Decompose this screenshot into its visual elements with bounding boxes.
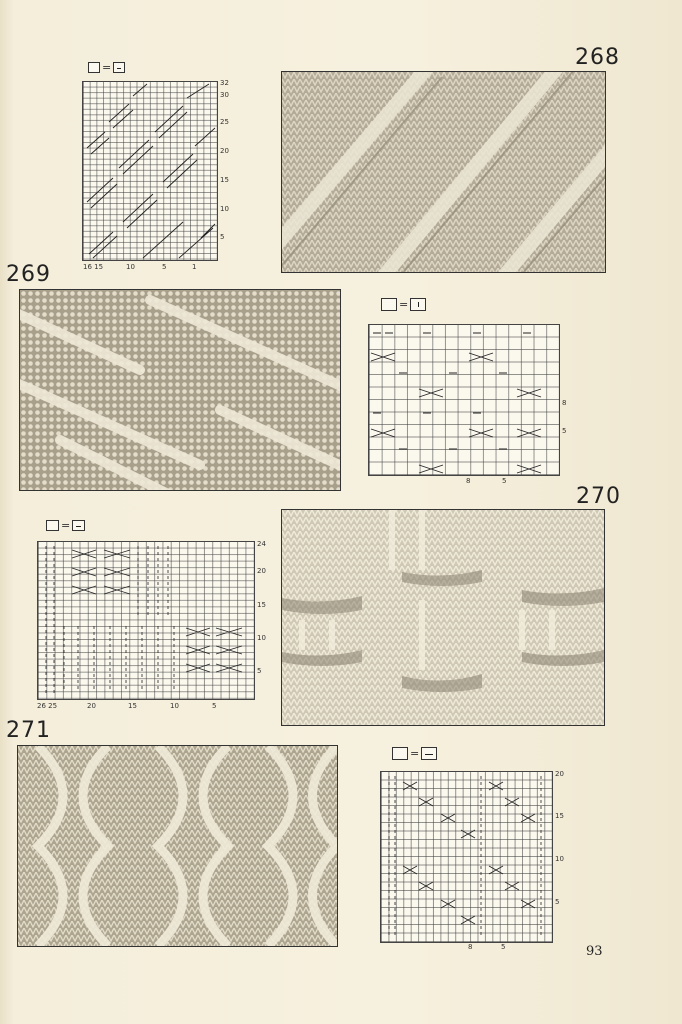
column-label: 5	[212, 702, 217, 710]
chart-symbols-270	[38, 542, 254, 699]
equals-sign: =	[399, 297, 409, 311]
chart-legend-268	[88, 62, 125, 73]
knit-swatch-photo-271	[17, 745, 338, 947]
row-label: 5	[562, 427, 567, 435]
row-label: 10	[555, 855, 564, 863]
chart-legend-269	[381, 298, 426, 311]
column-label: 26 25	[37, 702, 58, 710]
column-label: 5	[502, 477, 507, 485]
knitting-chart-271	[380, 771, 553, 943]
chart-symbols-268	[83, 82, 217, 260]
column-label: 10	[126, 263, 135, 271]
blank-square-symbol	[46, 520, 59, 531]
row-label: 20	[257, 567, 266, 575]
chart-legend-271	[392, 747, 437, 760]
pattern-number-271: 271	[6, 718, 51, 743]
column-label: 1	[192, 263, 197, 271]
knitting-chart-269	[368, 324, 560, 476]
dash-square-symbol	[113, 62, 125, 73]
row-label: 5	[220, 233, 225, 241]
pattern-number-268: 268	[575, 45, 620, 70]
knit-swatch-photo-270	[281, 509, 605, 726]
column-label: 5	[162, 263, 167, 271]
chart-symbols-271	[381, 772, 552, 942]
chart-legend-270	[46, 520, 85, 531]
dash-square-symbol	[72, 520, 85, 531]
pattern-number-270: 270	[576, 484, 621, 509]
column-label: 8	[466, 477, 471, 485]
column-label: 10	[170, 702, 179, 710]
page-number: 93	[586, 944, 603, 959]
knitting-chart-270	[37, 541, 255, 700]
row-label: 10	[220, 205, 229, 213]
equals-sign: =	[61, 518, 71, 532]
column-label: 20	[87, 702, 96, 710]
row-label: 15	[257, 601, 266, 609]
row-label: 15	[220, 176, 229, 184]
knit-swatch-photo-269	[19, 289, 341, 491]
dash-square-symbol	[421, 747, 437, 760]
row-label: 32	[220, 79, 229, 87]
equals-sign: =	[102, 60, 112, 74]
row-label: 20	[555, 770, 564, 778]
row-label: 20	[220, 147, 229, 155]
chart-symbols-269	[369, 325, 559, 475]
knitting-chart-268	[82, 81, 218, 261]
row-label: 8	[562, 399, 567, 407]
row-label: 5	[555, 898, 560, 906]
blank-square-symbol	[88, 62, 100, 73]
row-label: 25	[220, 118, 229, 126]
row-label: 30	[220, 91, 229, 99]
row-label: 10	[257, 634, 266, 642]
equals-sign: =	[410, 746, 420, 760]
knit-swatch-photo-268	[281, 71, 606, 273]
blank-square-symbol	[392, 747, 408, 760]
column-label: 16 15	[83, 263, 104, 271]
bar-square-symbol	[410, 298, 426, 311]
column-label: 8	[468, 943, 473, 951]
pattern-number-269: 269	[6, 262, 51, 287]
column-label: 15	[128, 702, 137, 710]
column-label: 5	[501, 943, 506, 951]
row-label: 15	[555, 812, 564, 820]
blank-square-symbol	[381, 298, 397, 311]
row-label: 24	[257, 540, 266, 548]
row-label: 5	[257, 667, 262, 675]
